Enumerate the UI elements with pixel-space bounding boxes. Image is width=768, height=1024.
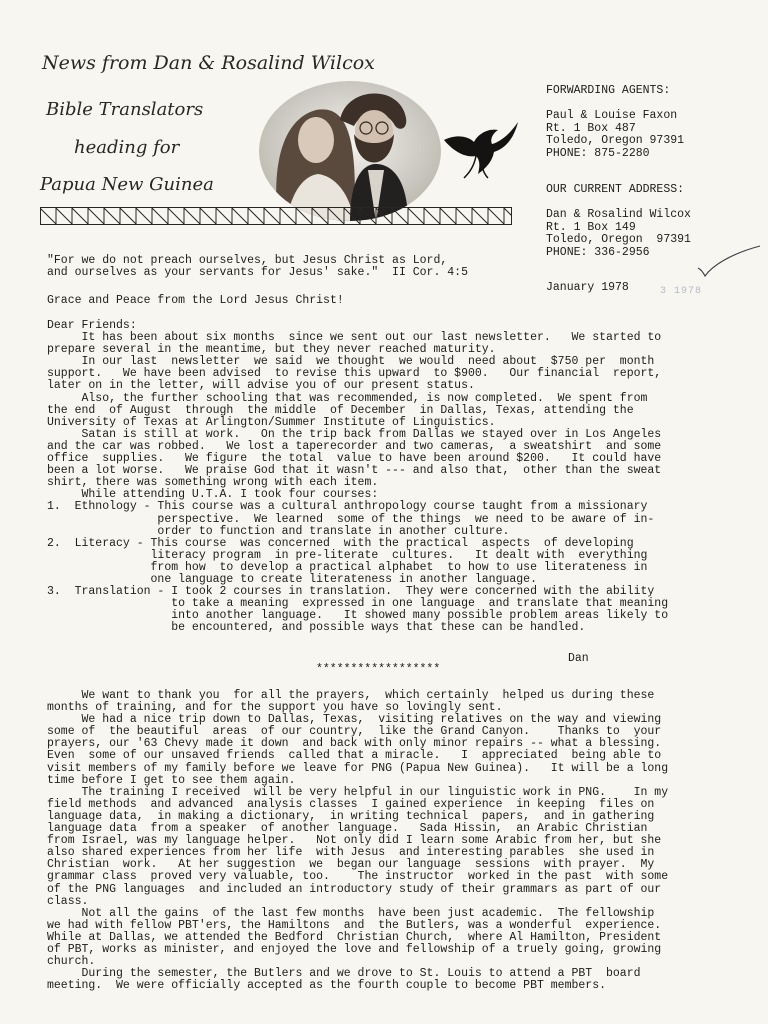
signature: Dan xyxy=(568,652,589,665)
newsletter-title: News from Dan & Rosalind Wilcox xyxy=(42,52,375,74)
current-address-heading: OUR CURRENT ADDRESS: xyxy=(546,183,685,196)
section-separator: ****************** xyxy=(316,663,441,676)
bird-of-paradise-icon xyxy=(440,112,522,180)
couple-photo xyxy=(258,80,442,222)
scripture-quote: "For we do not preach ourselves, but Jesus Christ as Lord, and ourselves as your servants for Jesus' sake." II Cor. 4:5 xyxy=(47,254,468,280)
letter-body-part2: We want to thank you for all the prayers, which certainly helped us during these months of training, and for the support you have so lovingly sent. We had a nice trip down to Dallas, Texas, visiting relatives on the way and viewing some of the beautiful areas of our country, like the Grand Canyon. Thanks to your prayers, our '63 Chevy made it down and back with only minor repairs -- what a blessing. Even some of our unsaved friends called that a miracle. I appreciated being able to visit members of my family before we leave for PNG (Papua New Guinea). It will be a long time before I get to see them again. The training I received will be very helpful in our linguistic work in PNG. In my field methods and advanced analysis classes I gained experience in keeping files on language data, in making a dictionary, in writing technical papers, and in gathering language data from a speaker of another language. Sada Hissin, an Arabic Christian from Israel, was my language helper. Not only did I learn some Arabic from her, but she also shared experiences from her life with Jesus and interesting parables she used in Christian work. At her suggestion we began our language sessions with prayer. My grammar class proved very valuable, too. The instructor worked in the past with some of the PNG languages and included an introductory study of their grammars as part of our class. Not all the gains of the last few months have been just academic. The fellowship we had with fellow PBT'ers, the Hamiltons and the Butlers, was a wonderful experience. While at Dallas, we attended the Bedford Christian Church, where Al Hamilton, President of PBT, works as minister, and enjoyed the love and fellowship of a truely going, growing church. During the semester, the Butlers and we drove to St. Louis to attend a PBT board meeting. We were officially accepted as the fourth couple to become PBT members. xyxy=(47,689,669,993)
forwarding-agents-heading: FORWARDING AGENTS: xyxy=(546,84,671,97)
subtitle-heading-for: heading for xyxy=(74,137,180,158)
zigzag-border xyxy=(40,207,512,225)
forwarding-agents-address: Paul & Louise Faxon Rt. 1 Box 487 Toledo, Oregon 97391 PHONE: 875-2280 xyxy=(546,109,685,160)
letter-body-part1: Dear Friends: It has been about six months since we sent out our last newsletter. We started to prepare several in the meantime, but they never reached maturity. In our last newsletter we said we thought we would need about $750 per month support. We have been advised to revise this upward to $900. Our financial report, later on in the letter, will advise you of our present status. Also, the further schooling that was recommended, is now completed. We spent from the end of August through the middle of December in Dallas, Texas, attending the University of Texas at Arlington/Summer Institute of Linguistics. Satan is still at work. On the trip back from Dallas we stayed over in Los Angeles and the car was robbed. We lost a taperecorder and two cameras, a sweatshirt and some office supplies. We figure the total value to have been around $200. It could have been a lot worse. We praise God that it wasn't --- and also that, other than the sweat shirt, there was something wrong with each item. While attending U.T.A. I took four courses: 1. Ethnology - This course was a cultural anthropology course taught from a missionary perspective. We learned some of the things we need to be aware of in- order to function and translate in another culture. 2. Literacy - This course was concerned with the practical aspects of developing literacy program in pre-literate cultures. It dealt with everything from how to develop a practical alphabet to how to use literateness in one language to create literateness in another language. 3. Translation - I took 2 courses in translation. They were concerned with the ability to take a meaning expressed in one language and translate that meaning into another language. It showed many possible problem areas likely to be encountered, and possible ways that these can be handled. xyxy=(47,319,669,635)
received-stamp: 3 1978 xyxy=(660,286,703,297)
greeting: Grace and Peace from the Lord Jesus Christ! xyxy=(47,294,344,307)
subtitle-bible-translators: Bible Translators xyxy=(46,99,204,120)
current-address: Dan & Rosalind Wilcox Rt. 1 Box 149 Toledo, Oregon 97391 PHONE: 336-2956 xyxy=(546,208,691,259)
handwritten-check-mark xyxy=(696,244,762,278)
subtitle-papua-new-guinea: Papua New Guinea xyxy=(40,174,214,195)
letter-date: January 1978 xyxy=(546,281,629,294)
